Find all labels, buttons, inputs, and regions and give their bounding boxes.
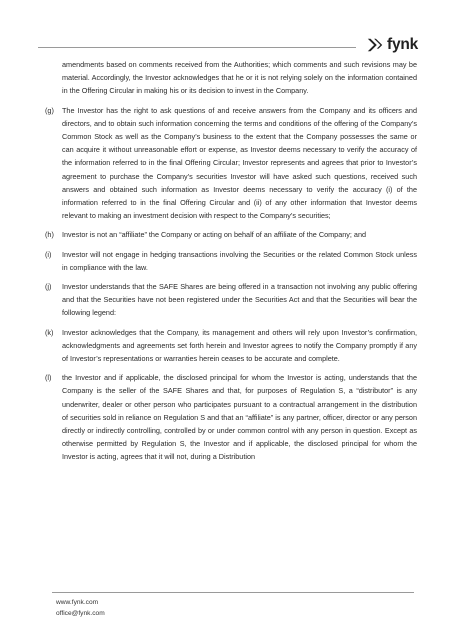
clause-g (45, 104, 417, 223)
clause-text: Investor will not engage in hedging transactions involving the Securities or the related Common Stock unless in compliance with the law. (62, 249, 417, 272)
brand-logo (366, 36, 418, 54)
fynk-logo-icon (366, 36, 384, 54)
brand-name: fynk (387, 36, 419, 53)
clause-h (45, 228, 417, 241)
footer-email[interactable]: office@fynk.com (56, 610, 105, 617)
clause-text: the Investor and if applicable, the disclosed principal for whom the Investor is acting, understands that the Company is the seller of the SAFE Shares and that, for purposes of Regulation S, a “distributor” is any underwriter, dealer or other person who participates pursuant to a contractual arrangement in the distribution of securities sold in reliance on Regulation S and that an “affiliate” is any partner, officer, director or any person directly or indirectly controlling, controlled by or under common control with any person in question. Except as otherwise permitted by Regulation S, the Investor and if applicable, the disclosed principal for whom the Investor is acting, agrees that it will not, during a Distribution (62, 373, 417, 462)
clause-text: Investor is not an “affiliate” the Company or acting on behalf of an affiliate of the Company; and (62, 230, 367, 240)
footer (56, 597, 105, 619)
clause-marker: (l) (45, 373, 52, 383)
clause-k (45, 326, 417, 366)
document-body (45, 58, 417, 464)
footer-website[interactable]: www.fynk.com (56, 599, 99, 606)
clause-marker: (g) (45, 105, 54, 115)
clause-marker: (h) (45, 230, 54, 240)
clause-text: Investor acknowledges that the Company, its management and others will rely upon Investor’s confirmation, acknowledgments and agreements set forth herein and Investor agrees to notify the Company promptly if any of Investor’s representations or warranties herein ceases to be accurate and complete. (62, 327, 417, 364)
clause-marker: (i) (45, 249, 52, 259)
header-divider (38, 47, 356, 48)
clause-text: Investor understands that the SAFE Shares are being offered in a transaction not involving any public offering and that the Securities have not been registered under the Securities Act and that the Securities will bear the following legend: (62, 282, 417, 318)
footer-divider (52, 592, 414, 593)
paragraph-continuation (45, 58, 417, 98)
clause-text: The Investor has the right to ask questions of and receive answers from the Company and its officers and directors, and to obtain such information concerning the terms and conditions of the offering of the Company’s Common Stock as well as the Company’s business to the extent that the Company possesses the same or can acquire it without unreasonable effort or expense, as Investor deems necessary to verify the accuracy of the information referred to in the final Offering Circular; Investor represents and agrees that prior to Investor’s agreement to purchase the Company’s securities Investor will have asked such questions, received such answers and obtained such information as Investor deems necessary to verify the accuracy (i) of the information referred to in the final Offering Circular and (ii) of any other information that Investor deems relevant to making an investment decision with respect to the Company’s securities; (62, 105, 417, 221)
clause-l (45, 371, 417, 463)
clause-marker: (j) (45, 282, 52, 292)
clause-i (45, 248, 417, 274)
clause-j (45, 280, 417, 320)
paragraph-text: amendments based on comments received from the Authorities; which comments and such revisions may be material. Accordingly, the Investor acknowledges that he or it is not relying solely on the information contained in the Offering Circular in making his or its decision to invest in the Company. (62, 60, 417, 96)
clause-marker: (k) (45, 327, 54, 337)
